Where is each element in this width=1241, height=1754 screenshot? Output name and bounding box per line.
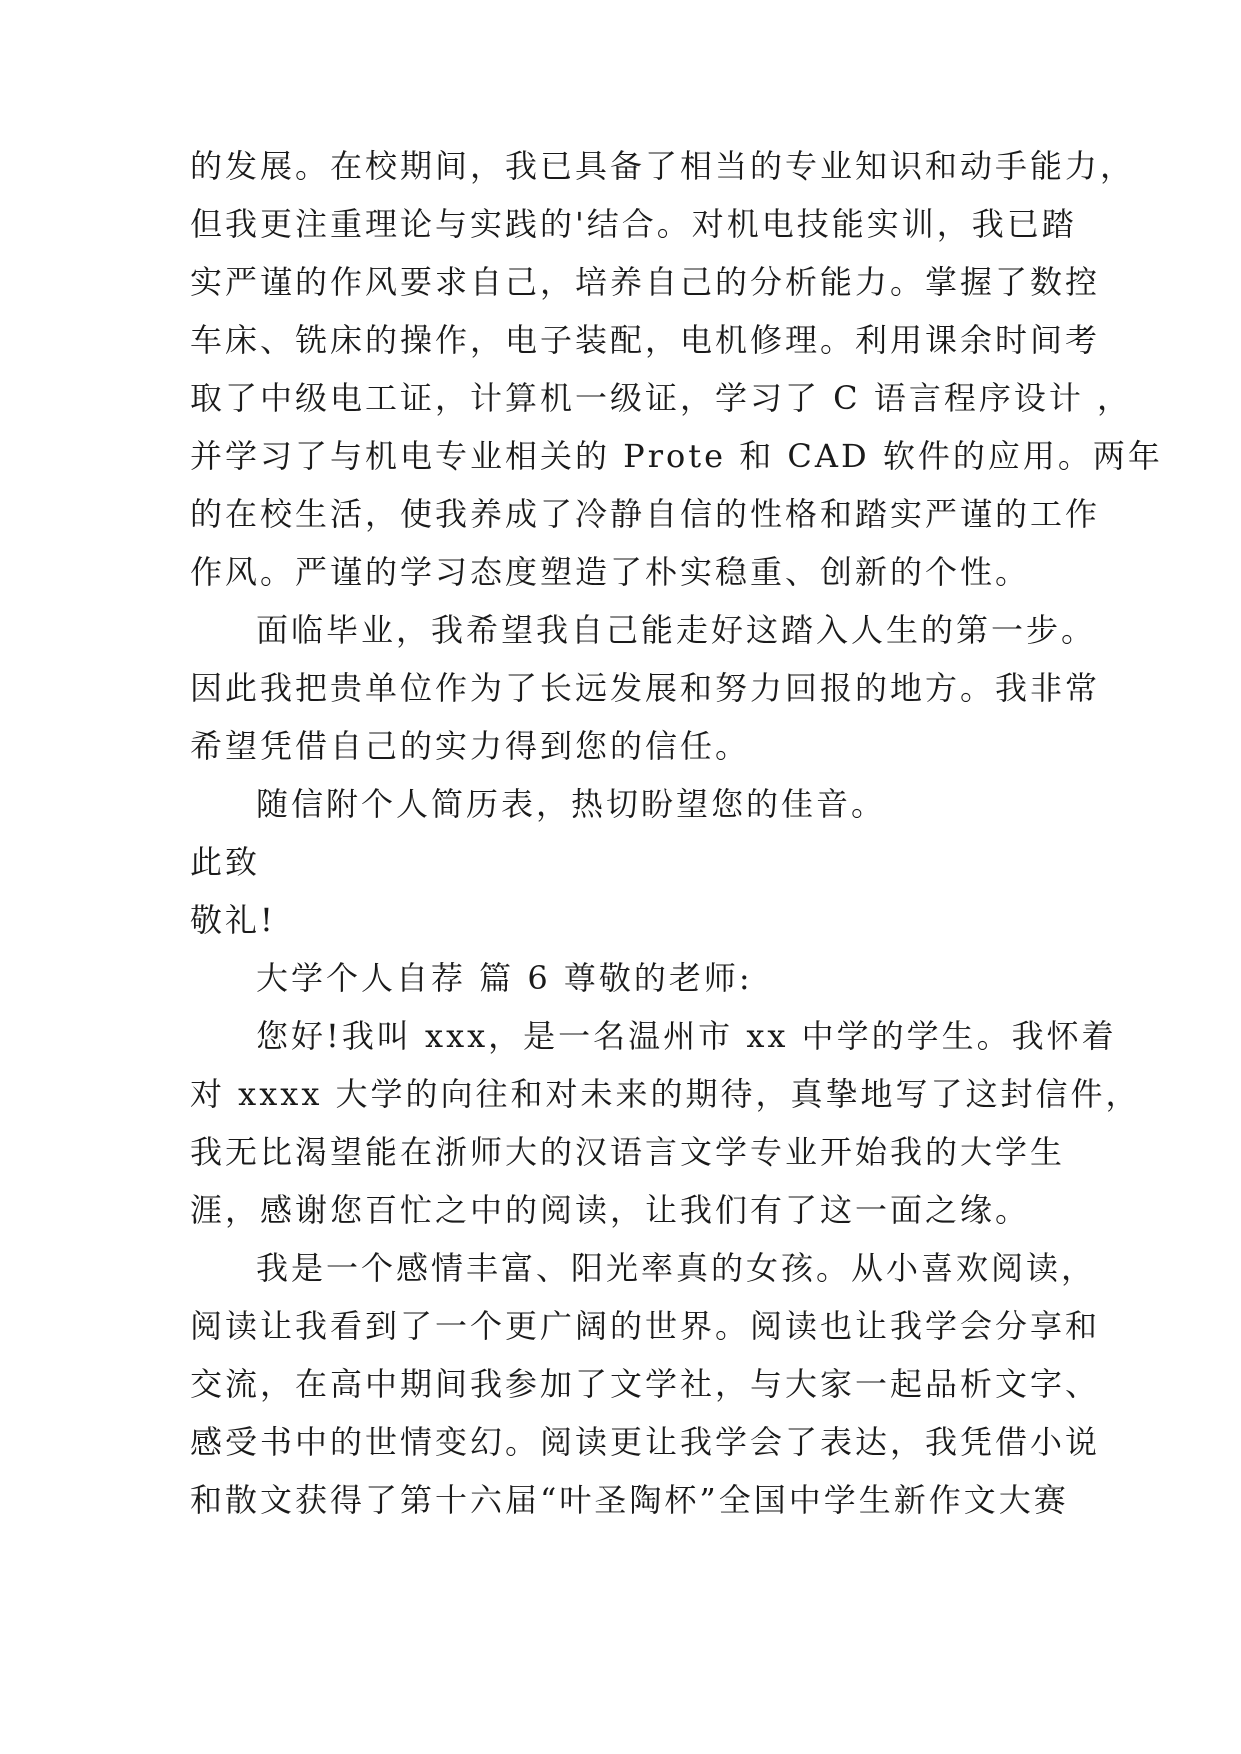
closing-salutation: 敬礼! bbox=[190, 901, 276, 939]
text-line: 和散文获得了第十六届“叶圣陶杯”全国中学生新作文大赛 bbox=[190, 1481, 1069, 1519]
text-line: 涯，感谢您百忙之中的阅读，让我们有了这一面之缘。 bbox=[190, 1191, 1031, 1229]
text-line: 的发展。在校期间，我已具备了相当的专业知识和动手能力， bbox=[190, 147, 1136, 185]
text-line: 的在校生活，使我养成了冷静自信的性格和踏实严谨的工作 bbox=[190, 495, 1101, 533]
text-line: 但我更注重理论与实践的'结合。对机电技能实训，我已踏 bbox=[190, 205, 1077, 243]
text-line: 车床、铣床的操作，电子装配，电机修理。利用课余时间考 bbox=[190, 321, 1101, 359]
text-line: 希望凭借自己的实力得到您的信任。 bbox=[190, 727, 751, 765]
text-line: 作风。严谨的学习态度塑造了朴实稳重、创新的个性。 bbox=[190, 553, 1031, 591]
text-line: 交流，在高中期间我参加了文学社，与大家一起品析文字、 bbox=[190, 1365, 1101, 1403]
text-line: 我是一个感情丰富、阳光率真的女孩。从小喜欢阅读， bbox=[256, 1249, 1097, 1287]
section-heading: 大学个人自荐 篇 6 尊敬的老师: bbox=[256, 959, 753, 997]
text-line: 对 xxxx 大学的向往和对未来的期待，真挚地写了这封信件， bbox=[190, 1075, 1141, 1113]
text-line: 您好!我叫 xxx，是一名温州市 xx 中学的学生。我怀着 bbox=[256, 1017, 1117, 1055]
closing-line: 此致 bbox=[190, 843, 261, 881]
text-line: 取了中级电工证，计算机一级证，学习了 C 语言程序设计 ， bbox=[190, 379, 1133, 417]
text-line: 实严谨的作风要求自己，培养自己的分析能力。掌握了数控 bbox=[190, 263, 1101, 301]
text-line: 我无比渴望能在浙师大的汉语言文学专业开始我的大学生 bbox=[190, 1133, 1066, 1171]
text-line: 并学习了与机电专业相关的 Prote 和 CAD 软件的应用。两年 bbox=[190, 437, 1163, 475]
text-line: 阅读让我看到了一个更广阔的世界。阅读也让我学会分享和 bbox=[190, 1307, 1101, 1345]
text-line: 因此我把贵单位作为了长远发展和努力回报的地方。我非常 bbox=[190, 669, 1101, 707]
text-line: 面临毕业，我希望我自己能走好这踏入人生的第一步。 bbox=[256, 611, 1097, 649]
text-line: 感受书中的世情变幻。阅读更让我学会了表达，我凭借小说 bbox=[190, 1423, 1101, 1461]
text-line: 随信附个人简历表，热切盼望您的佳音。 bbox=[256, 785, 887, 823]
